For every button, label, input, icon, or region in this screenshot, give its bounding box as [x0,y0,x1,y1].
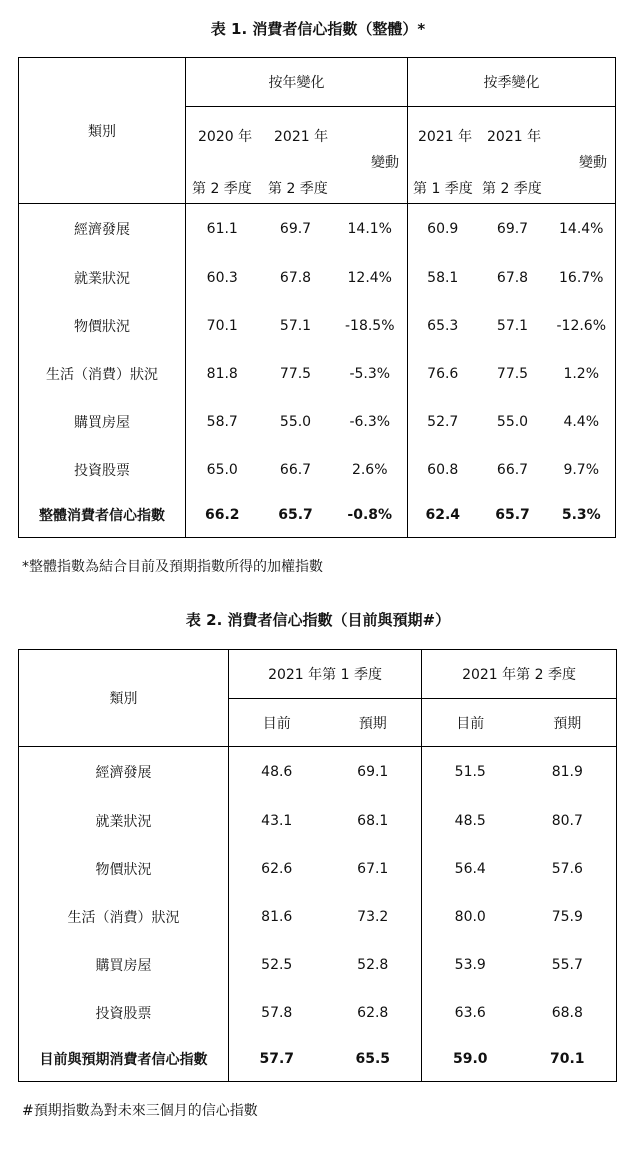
value-cell: 70.1 [519,1037,617,1082]
value-cell: 66.7 [496,461,529,478]
table1-row [19,302,616,350]
qoq-col1-quarter: 第 1 季度 [413,180,473,197]
category-cell: 就業狀況 [19,254,186,302]
value-cell: 65.3 [427,317,459,334]
table2-row [19,747,617,797]
value-cell: 57.8 [261,1004,293,1021]
value-cell: 61.1 [206,220,238,237]
value-cell: 43.1 [261,812,293,829]
category-cell: 物價狀況 [19,845,229,893]
change-cell: 14.1% [333,204,408,254]
value-cell: 52.7 [427,413,459,430]
value-cell: 69.7 [279,220,312,237]
value-cell: 73.2 [325,893,422,941]
value-cell: 52.8 [325,941,422,989]
value-cell: 68.1 [325,797,422,845]
value-cell: 52.5 [261,956,293,973]
value-cell: 76.6 [427,365,459,382]
table1-title: 表 1. 消費者信心指數（整體）* [210,20,426,38]
value-cell: 65.0 [206,461,238,478]
value-cell: 57.6 [519,845,617,893]
q1-expected-header: 預期 [325,699,422,747]
table2-total-row [19,1037,617,1082]
change-cell: -12.6% [548,302,616,350]
table2-category-header: 類別 [19,650,229,747]
value-cell: 51.5 [454,763,486,780]
value-cell: 81.9 [519,747,617,797]
table2-row [19,845,617,893]
value-cell: 59.0 [422,1037,519,1082]
value-cell: 53.9 [454,956,486,973]
qoq-col2-year: 2021 年 [487,128,542,145]
value-cell: 66.2 [186,494,259,538]
value-cell: 48.5 [454,812,486,829]
table1-category-header: 類別 [19,58,186,204]
change-cell: 14.4% [548,204,616,254]
table1-qoq-subheader [408,107,616,204]
value-cell: 57.7 [229,1037,325,1082]
value-cell: 81.6 [261,908,293,925]
change-cell: -18.5% [333,302,408,350]
yoy-col1-quarter: 第 2 季度 [192,180,252,197]
table2-row [19,893,617,941]
value-cell: 70.1 [206,317,238,334]
change-cell: 5.3% [548,494,616,538]
value-cell: 62.6 [261,860,293,877]
table1 [18,57,616,538]
table1-row [19,254,616,302]
category-cell: 購買房屋 [19,941,229,989]
value-cell: 80.0 [454,908,486,925]
value-cell: 58.7 [206,413,238,430]
table2-title: 表 2. 消費者信心指數（目前與預期#） [185,611,451,629]
yoy-col2-year: 2021 年 [274,128,329,145]
q2-expected-header: 預期 [519,699,617,747]
change-cell: -5.3% [333,350,408,398]
value-cell: 65.7 [478,494,548,538]
qoq-col2-quarter: 第 2 季度 [482,180,542,197]
table2-row [19,941,617,989]
change-cell: 4.4% [548,398,616,446]
change-cell: 1.2% [548,350,616,398]
table2-row [19,989,617,1037]
change-cell: 16.7% [548,254,616,302]
value-cell: 62.4 [408,494,478,538]
category-cell: 投資股票 [19,446,186,494]
value-cell: 63.6 [454,1004,486,1021]
table2-footnote: #預期指數為對未來三個月的信心指數 [22,1103,258,1119]
q1-current-header: 目前 [229,699,325,747]
table1-row [19,204,616,254]
yoy-col2-quarter: 第 2 季度 [268,180,328,197]
table1-row [19,350,616,398]
category-cell: 經濟發展 [19,204,186,254]
value-cell: 58.1 [427,269,459,286]
table1-row [19,446,616,494]
table1-group-yoy-header: 按年變化 [186,58,408,107]
yoy-col1-year: 2020 年 [198,128,253,145]
value-cell: 60.8 [427,461,459,478]
category-cell: 生活（消費）狀況 [19,893,229,941]
value-cell: 48.6 [261,763,293,780]
change-cell: -6.3% [333,398,408,446]
change-cell: 2.6% [333,446,408,494]
q2-current-header: 目前 [422,699,519,747]
category-cell: 生活（消費）狀況 [19,350,186,398]
value-cell: 55.0 [496,413,529,430]
value-cell: 77.5 [279,365,312,382]
category-cell-total: 整體消費者信心指數 [19,494,186,538]
value-cell: 57.1 [279,317,312,334]
value-cell: 69.1 [325,747,422,797]
value-cell: 57.1 [496,317,529,334]
table1-row [19,398,616,446]
value-cell: 55.0 [279,413,312,430]
category-cell: 經濟發展 [19,747,229,797]
value-cell: 62.8 [325,989,422,1037]
value-cell: 81.8 [206,365,238,382]
change-cell: 12.4% [333,254,408,302]
value-cell: 65.5 [325,1037,422,1082]
qoq-change-header: 變動 [579,154,607,171]
table2 [18,649,617,1082]
value-cell: 56.4 [454,860,486,877]
value-cell: 67.8 [496,269,529,286]
qoq-col1-year: 2021 年 [418,128,473,145]
table1-yoy-subheader [186,107,408,204]
category-cell: 購買房屋 [19,398,186,446]
table1-total-row [19,494,616,538]
change-cell: 9.7% [548,446,616,494]
category-cell: 物價狀況 [19,302,186,350]
value-cell: 69.7 [496,220,529,237]
value-cell: 67.1 [325,845,422,893]
table1-group-qoq-header: 按季變化 [408,58,616,107]
value-cell: 68.8 [519,989,617,1037]
yoy-change-header: 變動 [371,154,399,171]
value-cell: 66.7 [279,461,312,478]
value-cell: 77.5 [496,365,529,382]
category-cell: 投資股票 [19,989,229,1037]
value-cell: 65.7 [259,494,333,538]
table2-group-q1-header: 2021 年第 1 季度 [229,650,422,699]
table2-group-q2-header: 2021 年第 2 季度 [422,650,617,699]
value-cell: 55.7 [519,941,617,989]
table2-row [19,797,617,845]
change-cell: -0.8% [333,494,408,538]
value-cell: 67.8 [279,269,312,286]
value-cell: 75.9 [519,893,617,941]
value-cell: 60.9 [427,220,459,237]
category-cell: 就業狀況 [19,797,229,845]
category-cell-total: 目前與預期消費者信心指數 [19,1037,229,1082]
table1-footnote: *整體指數為結合目前及預期指數所得的加權指數 [22,559,323,575]
value-cell: 60.3 [206,269,238,286]
value-cell: 80.7 [519,797,617,845]
